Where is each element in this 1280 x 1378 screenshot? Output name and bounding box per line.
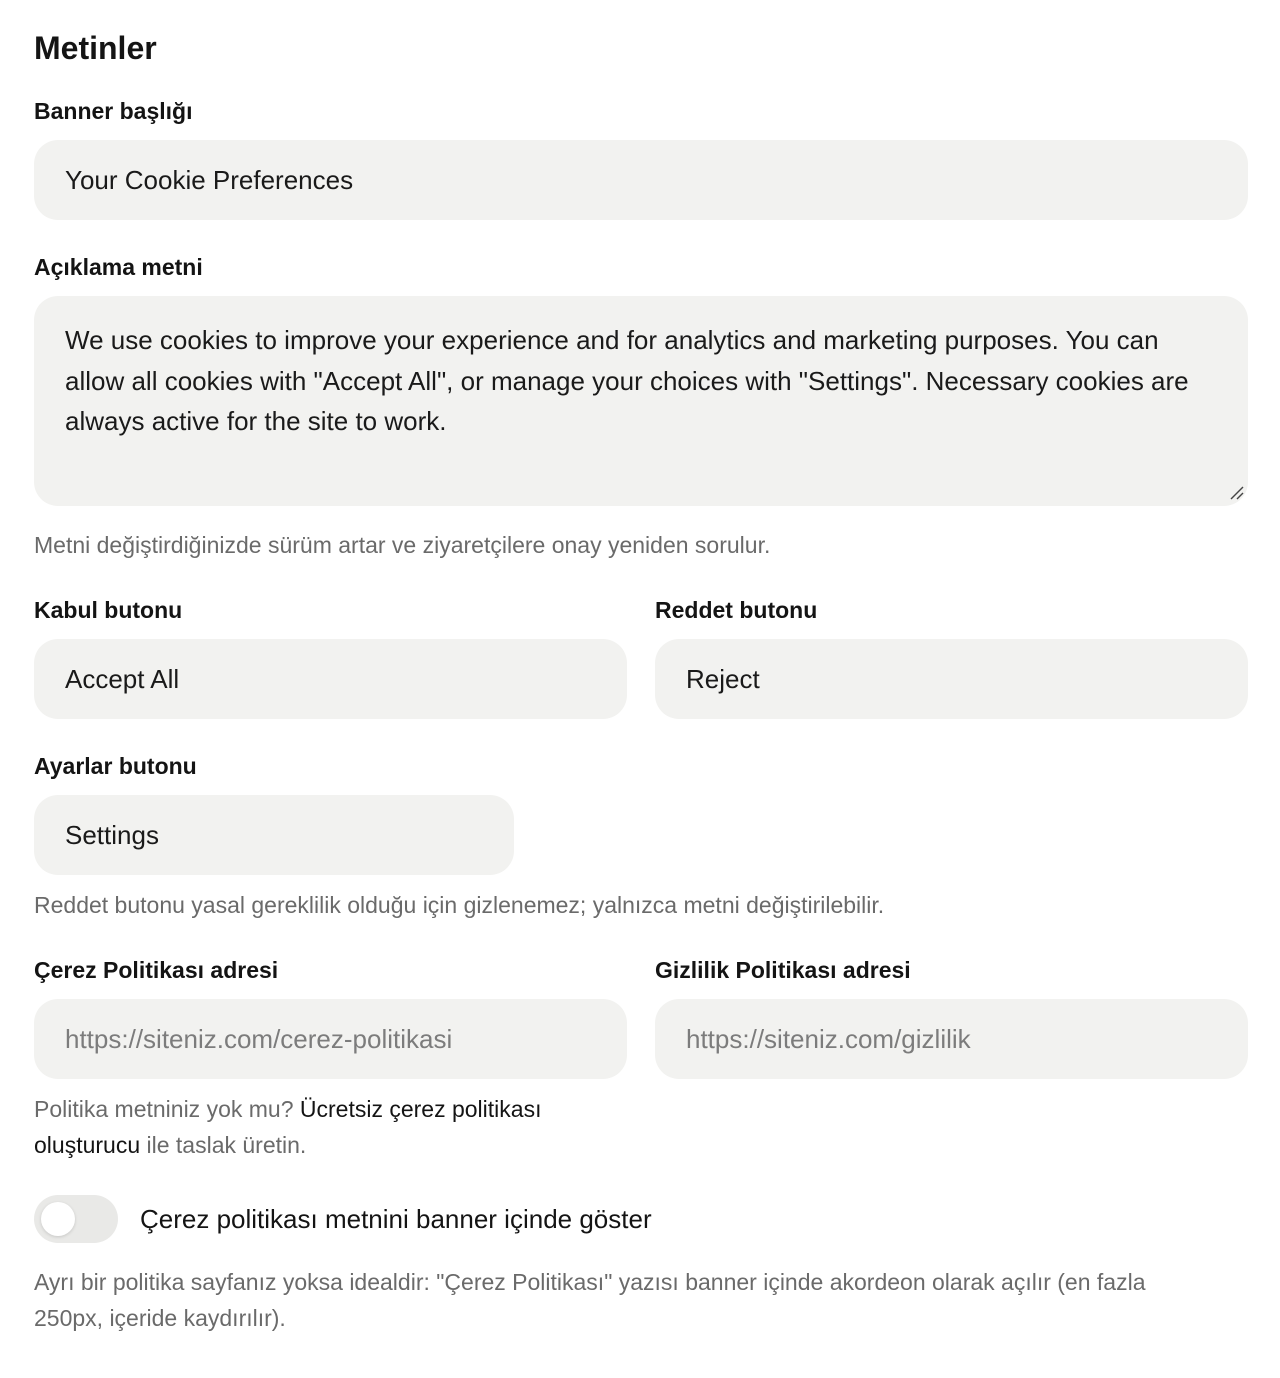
policy-help-prefix: Politika metniniz yok mu? bbox=[34, 1096, 300, 1122]
show-policy-toggle[interactable] bbox=[34, 1195, 118, 1243]
policy-generator-link[interactable]: Ücretsiz çerez politikası oluşturucu bbox=[34, 1096, 542, 1158]
privacy-policy-url-input[interactable] bbox=[655, 999, 1248, 1079]
reject-button-label: Reddet butonu bbox=[655, 597, 818, 623]
cookie-policy-url-label: Çerez Politikası adresi bbox=[34, 957, 279, 983]
banner-title-label: Banner başlığı bbox=[34, 98, 193, 124]
toggle-help-text: Ayrı bir politika sayfanız yoksa idealdir: "Çerez Politikası" yazısı banner içinde akordeon olarak açılır (en fazla 250px, içeride kaydırılır). bbox=[34, 1269, 1146, 1331]
section-title: Metinler bbox=[34, 30, 157, 66]
settings-button-input[interactable] bbox=[34, 795, 514, 875]
toggle-knob bbox=[41, 1202, 75, 1236]
policy-help-suffix: ile taslak üretin. bbox=[140, 1132, 307, 1158]
policy-help-text bbox=[34, 1091, 594, 1163]
accept-button-input[interactable] bbox=[34, 639, 627, 719]
description-label: Açıklama metni bbox=[34, 254, 203, 280]
cookie-policy-url-input[interactable] bbox=[34, 999, 627, 1079]
settings-button-label: Ayarlar butonu bbox=[34, 753, 197, 779]
reject-button-input[interactable] bbox=[655, 639, 1248, 719]
description-textarea[interactable] bbox=[34, 296, 1248, 506]
banner-title-input[interactable] bbox=[34, 140, 1248, 220]
description-help-text: Metni değiştirdiğinizde sürüm artar ve ziyaretçilere onay yeniden sorulur. bbox=[34, 532, 771, 558]
buttons-help-text: Reddet butonu yasal gereklilik olduğu için gizlenemez; yalnızca metni değiştirilebilir. bbox=[34, 892, 885, 918]
accept-button-label: Kabul butonu bbox=[34, 597, 183, 623]
resize-grip-icon[interactable] bbox=[1228, 484, 1244, 500]
privacy-policy-url-label: Gizlilik Politikası adresi bbox=[655, 957, 911, 983]
show-policy-toggle-label[interactable]: Çerez politikası metnini banner içinde göster bbox=[140, 1204, 652, 1234]
